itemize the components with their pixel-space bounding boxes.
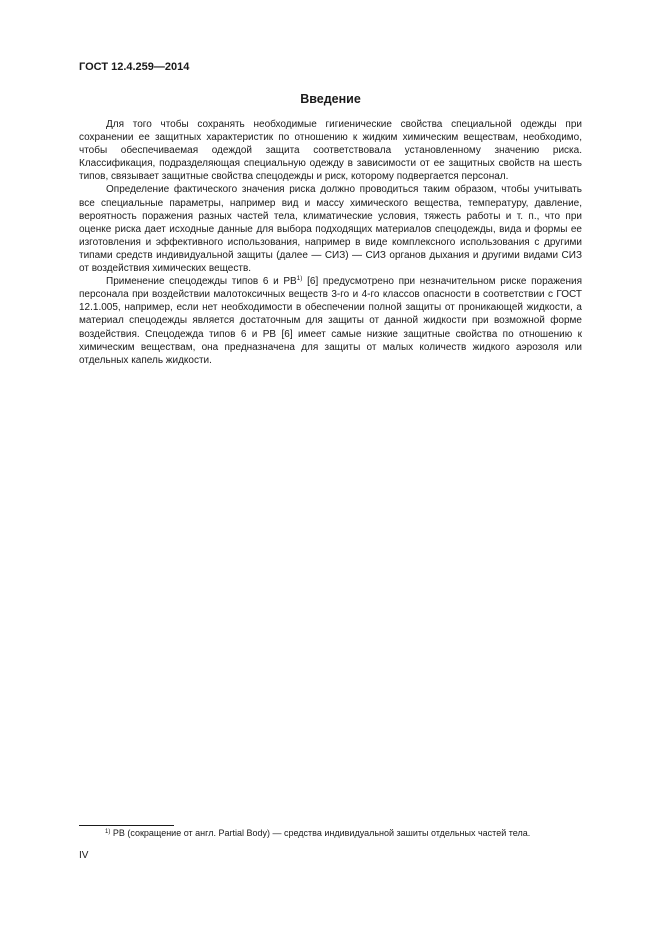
paragraph-3 <box>79 275 582 367</box>
paragraph-1: Для того чтобы сохранять необходимые гигиенические свойства специальной одежды при сохранении ее защитных характеристик по отношению к жидким химическим веществам, необходимо, чтобы обеспечиваемая одеждой защита соответствовала установленному значению риска. Классификация, подразделяющая специальную одежду в зависимости от ее защитных свойств на шесть типов, связывает защитные свойства спецодежды и риск, которому подвергается персонал. <box>79 119 582 183</box>
paragraph-3-text-end: [6] предусмотрено при незначительном риске поражения персонала при воздействии малотоксичных веществ 3-го и 4-го классов опасности в соответствии с ГОСТ 12.1.005, например, если нет необходимости в обеспечении полной защиты от проникающей жидкости, а материал спецодежды является достаточным для защиты от данной жидкости при возможной форме воздействия. Спецодежда типов 6 и РВ [6] имеет самые низкие защитные свойства по отношению к химическим веществам, она предназначена для защиты от малых количеств жидкого аэрозоля или отдельных капель жидкости. <box>79 276 582 366</box>
page-number: IV <box>79 850 89 861</box>
paragraph-3-text-start: Применение спецодежды типов 6 и РВ <box>106 276 297 288</box>
section-title: Введение <box>300 92 361 106</box>
body-text <box>79 118 582 367</box>
footnote-divider <box>79 825 174 826</box>
footnote <box>105 828 530 839</box>
standard-code-header: ГОСТ 12.4.259—2014 <box>79 61 190 73</box>
footnote-marker: 1) <box>105 829 111 835</box>
footnote-text: РВ (сокращение от англ. Partial Body) — средства индивидуальной зашиты отдельных частей тела. <box>110 828 531 838</box>
footnote-reference: 1) <box>296 275 303 283</box>
paragraph-2: Определение фактического значения риска должно проводиться таким образом, чтобы учитывать все специальные параметры, например вид и массу химического вещества, температуру, давление, вероятность поражения разных частей тела, климатические условия, тяжесть работы и т. п., что при оценке риска дает исходные данные для выбора подходящих материалов спецодежды, вида и формы ее изготовления и эффективного использования, например в виде комплексного использования с другими типами средств индивидуальной защиты (далее — СИЗ) — СИЗ органов дыхания и другими видами СИЗ от воздействия химических веществ. <box>79 184 582 275</box>
